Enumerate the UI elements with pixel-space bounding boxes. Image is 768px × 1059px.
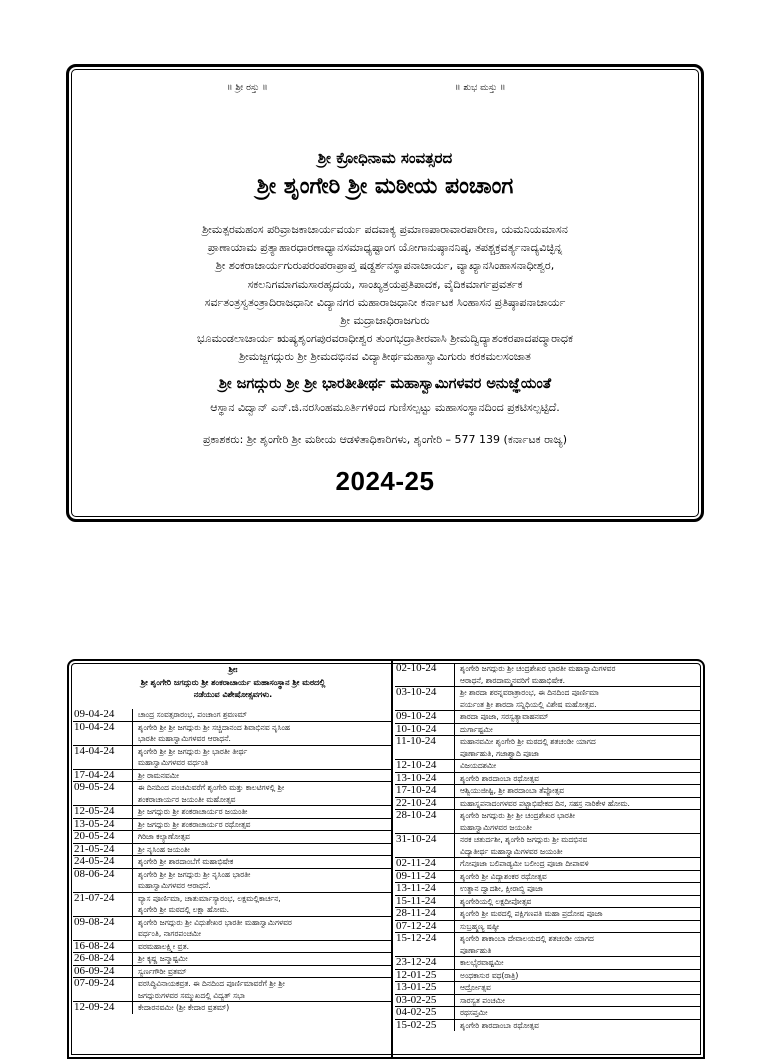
event-date: 02-11-24 bbox=[396, 857, 436, 869]
table-row bbox=[395, 956, 701, 969]
table-row bbox=[73, 1001, 391, 1014]
event-line: ಶ್ರೀ ನೃಸಿಂಹ ಜಯಂತೀ bbox=[138, 844, 190, 854]
table-row bbox=[395, 870, 701, 883]
honorific-titles bbox=[69, 221, 701, 367]
table-row bbox=[395, 1006, 701, 1019]
table-row bbox=[395, 969, 701, 982]
event-date: 09-10-24 bbox=[396, 710, 437, 722]
event-line: ಶೃಂಗೇರಿ ಶ್ರೀ ಶಾರದಾಂಬೆಗೆ ಮಹಾಭಿಷೇಕ bbox=[138, 857, 234, 866]
table-row bbox=[395, 772, 701, 785]
event-line: ವರಮಹಾಲಕ್ಷ್ಮೀ ವ್ರತ. bbox=[138, 941, 190, 951]
table-row bbox=[73, 965, 391, 978]
event-line: ಅಂಧಕಾಸುರ ವಧ(ರಾತ್ರಿ) bbox=[460, 970, 519, 980]
event-date: 09-05-24 bbox=[74, 781, 115, 793]
table-row bbox=[73, 892, 391, 916]
table-row bbox=[73, 977, 391, 1001]
event-date: 26-08-24 bbox=[74, 952, 115, 964]
event-line: ವಿದ್ಯಾತೀರ್ಥ ಮಹಾಸ್ವಾಮಿಗಳವರ ಜಯಂತೀ bbox=[460, 846, 563, 856]
event-line: ಶ್ರೀ ರಾಮನವಮೀ bbox=[138, 770, 180, 780]
event-description bbox=[132, 856, 391, 868]
table-row bbox=[395, 797, 701, 810]
event-description bbox=[454, 982, 701, 994]
text-line: ಶ್ರೀಮತ್ಪರಮಹಂಸ ಪರಿವ್ರಾಜಕಾಚಾರ್ಯವರ್ಯ ಪದವಾಕ್ಯ ಪ್ರಮಾಣಪಾರಾವಾರಪಾರೀಣ, ಯಮನಿಯಮಾಸನ bbox=[202, 223, 568, 236]
right-column bbox=[395, 663, 701, 1031]
table-row bbox=[395, 981, 701, 994]
festival-table bbox=[67, 659, 705, 1059]
table-row bbox=[395, 1019, 701, 1032]
event-line: ಶ್ರೀ ಜಗದ್ಗುರು ಶ್ರೀ ಶಂಕರಾಚಾರ್ಯರ ರಥೋತ್ಸವ bbox=[138, 819, 251, 829]
event-date: 12-01-25 bbox=[396, 968, 437, 981]
event-line: ಶೃಂಗೇರಿ ಶ್ರೀ ಮಠದಲ್ಲಿ ಲಕ್ಷಾ ಹೋಮ. bbox=[138, 905, 230, 914]
event-date: 10-10-24 bbox=[396, 722, 437, 735]
table-row bbox=[73, 781, 391, 805]
event-line: ಶೃಂಗೇರಿ ಶ್ರೀ ಶ್ರೀ ಜಗದ್ಗುರು ಶ್ರೀ ನೃಸಿಂಹ ಭಾರತೀ bbox=[138, 869, 251, 879]
event-line: ಶ್ರೀ ಕೃಷ್ಣ ಜನ್ಮಾಷ್ಟಮೀ bbox=[138, 954, 188, 963]
event-date: 12-10-24 bbox=[396, 759, 437, 771]
event-line: ಜಗದ್ಗುರುಗಳವರ ಸಮ್ಮುಖದಲ್ಲಿ ವಿದ್ವತ್ ಸಭಾ bbox=[138, 990, 245, 1000]
event-date: 17-10-24 bbox=[396, 784, 437, 796]
event-date: 14-04-24 bbox=[74, 744, 115, 757]
event-line: ಶೃಂಗೇರಿ ಜಗದ್ಗುರು ಶ್ರೀ ಶ್ರೀ ಚಂದ್ರಶೇಖರ ಭಾರತೀ bbox=[460, 811, 575, 820]
event-description bbox=[454, 785, 701, 797]
event-date: 07-09-24 bbox=[74, 977, 115, 989]
table-row bbox=[395, 857, 701, 870]
table-row bbox=[395, 735, 701, 759]
event-date: 07-12-24 bbox=[396, 919, 437, 932]
anugraha-line: ಶ್ರೀ ಜಗದ್ಗುರು ಶ್ರೀ ಶ್ರೀ ಭಾರತೀತೀರ್ಥ ಮಹಾಸ್ವಾಮಿಗಳವರ ಅನುಜ್ಞೆಯಂತೆ bbox=[218, 376, 552, 392]
table-row bbox=[395, 994, 701, 1007]
publisher-line: ಪ್ರಕಾಶಕರು: ಶ್ರೀ ಶೃಂಗೇರಿ ಶ್ರೀ ಮಠೀಯ ಆಡಳಿತಾಧಿಕಾರಿಗಳು, ಶೃಂಗೇರಿ – 577 139 (ಕರ್ನಾಟಕ ರಾಜ್ಯ) bbox=[202, 433, 568, 446]
table-row bbox=[395, 895, 701, 908]
table-row bbox=[395, 907, 701, 920]
event-description bbox=[132, 722, 391, 745]
event-description bbox=[132, 978, 391, 1001]
event-description bbox=[132, 806, 391, 818]
event-line: ಭಾರತೀ ಮಹಾಸ್ವಾಮಿಗಳವರ ಆರಾಧನೆ. bbox=[138, 734, 231, 743]
event-date: 21-05-24 bbox=[74, 842, 115, 855]
text-line: ಪ್ರಾಣಾಯಾಮ ಪ್ರತ್ಯಾಹಾರಧಾರಣಾಧ್ಯಾನಸಮಾಧ್ಯಷ್ಟಾಂಗ ಯೋಗಾನುಷ್ಠಾನನಿಷ್ಠ, ತಪಶ್ಚಕ್ರವರ್ತ್ಯನಾದ್ಯವಿಚ್ಛಿನ್ನ bbox=[207, 241, 563, 255]
event-line: ಶೃಂಗೇರಿ ಶ್ರೀ ಶ್ರೀ ಜಗದ್ಗುರು ಶ್ರೀ ಭಾರತೀ ತೀರ್ಥ bbox=[138, 746, 248, 756]
event-date: 09-04-24 bbox=[74, 708, 115, 720]
event-description bbox=[132, 941, 391, 953]
event-line: ಆರಾಧನೆ, ಶಾರದಾಮ್ಮನವರಿಗೆ ಮಹಾಭಿಷೇಕ. bbox=[460, 675, 566, 685]
event-line: ಶಂಕರಾಚಾರ್ಯರ ಜಯಂತೀ ಮಹೋತ್ಸವ bbox=[138, 794, 236, 804]
event-line: ಶೃಂಗೇರಿ ಶ್ರೀ ಶ್ರೀ ಜಗದ್ಗುರು ಶ್ರೀ ಸಚ್ಚಿದಾನಂದ ಶಿವಾಭಿನವ ನೃಸಿಂಹ bbox=[138, 722, 291, 732]
event-line: ಶೃಂಗೇರಿ ಶಾರದಾಂಬಾ ರಥೋತ್ಸವ bbox=[460, 1020, 539, 1030]
event-line: ಸ್ವರ್ಣಗೌರೀ ವ್ರತಮ್ bbox=[138, 966, 187, 976]
event-date: 15-11-24 bbox=[396, 894, 436, 907]
event-date: 16-08-24 bbox=[74, 939, 115, 952]
event-date: 15-02-25 bbox=[396, 1018, 437, 1031]
event-description bbox=[454, 871, 701, 883]
event-line: ಗಿರಿಜಾ ಕಲ್ಯಾಣೋತ್ಸವ bbox=[138, 832, 190, 841]
samvatsara-heading: ಶ್ರೀ ಕ್ರೋಧಿನಾಮ ಸಂವತ್ಸರದ bbox=[317, 149, 453, 167]
event-line: ಪರ್ಯಂತ ಶ್ರೀ ಶಾರದಾ ಸನ್ನಿಧಿಯಲ್ಲಿ ವಿಶೇಷ ಮಹೋತ್ಸವ. bbox=[460, 699, 597, 709]
table-row bbox=[395, 833, 701, 857]
event-date: 13-01-25 bbox=[396, 981, 437, 993]
event-date: 12-05-24 bbox=[74, 805, 115, 817]
event-description bbox=[454, 883, 701, 895]
event-line: ದುರ್ಗಾಷ್ಟಮೀ bbox=[460, 724, 493, 734]
event-description bbox=[454, 834, 701, 857]
event-line: ಮಹಾಸ್ವಾಮಿಗಳವರ ವರ್ಧಂತಿ bbox=[138, 758, 209, 767]
event-description bbox=[132, 770, 391, 782]
table-header bbox=[75, 664, 391, 702]
event-date: 08-06-24 bbox=[74, 867, 115, 880]
event-line: ಮಹಾಸ್ನಪನಾದಂಗಳವರ ಪಟ್ಟಾಭಿಷೇಕದ ದಿನ, ಸಹಸ್ರ ನಾರಿಕೇಳ ಹೋಮ. bbox=[460, 798, 630, 808]
table-row bbox=[395, 663, 701, 686]
table-row bbox=[395, 882, 701, 895]
event-description bbox=[132, 782, 391, 805]
event-line: ಉತ್ಥಾನ ದ್ವಾದಶೀ, ಕ್ಷೀರಾಬ್ಧಿ ಪೂಜಾ bbox=[460, 884, 543, 893]
event-line: ಆಶ್ವಿಯುಜೀಷ್ಟಿ, ಶ್ರೀ ಶಾರದಾಂಬಾ ತೆಪ್ಪೋತ್ಸವ bbox=[460, 786, 565, 795]
event-date: 04-02-25 bbox=[396, 1006, 437, 1018]
event-date: 09-08-24 bbox=[74, 915, 115, 928]
text-line: ಶ್ರೀಃ bbox=[228, 665, 238, 674]
event-description bbox=[454, 663, 701, 686]
page-title: ಶ್ರೀ ಶೃಂಗೇರಿ ಶ್ರೀ ಮಠೀಯ ಪಂಚಾಂಗ bbox=[256, 174, 514, 199]
table-row bbox=[395, 710, 701, 723]
event-date: 20-05-24 bbox=[74, 830, 115, 842]
table-row bbox=[73, 916, 391, 940]
event-line: ಶ್ರೀ ಜಗದ್ಗುರು ಶ್ರೀ ಶಂಕರಾಚಾರ್ಯರ ಜಯಂತೀ bbox=[138, 807, 248, 816]
text-line: ಶ್ರೀ ಶಂಕರಾಚಾರ್ಯಗುರುಪರಂಪರಾಪ್ರಾಪ್ತ ಷಡ್ದರ್ಶನಸ್ಥಾಪನಾಚಾರ್ಯ, ವ್ಯಾಖ್ಯಾನಸಿಂಹಾಸನಾಧೀಶ್ವರ, bbox=[215, 259, 555, 273]
event-description bbox=[454, 921, 701, 933]
event-description bbox=[132, 953, 391, 965]
event-line: ಕಾಲಭೈರವಾಷ್ಟಮೀ bbox=[460, 958, 504, 967]
event-description bbox=[454, 970, 701, 982]
event-date: 09-11-24 bbox=[396, 869, 436, 882]
event-description bbox=[132, 746, 391, 769]
event-line: ಪೂರ್ಣಾಹುತಿ bbox=[460, 945, 492, 955]
event-line: ಮಹಾನವಮೀ ಶೃಂಗೇರಿ ಶ್ರೀ ಮಠದಲ್ಲಿ ಶತಚಂಡೀ ಯಾಗದ bbox=[460, 737, 596, 746]
text-line: ನಡೆಯುವ ವಿಶೇಷೋತ್ಸವಗಳು. bbox=[193, 690, 273, 699]
event-date: 10-04-24 bbox=[74, 720, 115, 733]
table-row bbox=[73, 830, 391, 843]
event-date: 13-11-24 bbox=[396, 882, 436, 894]
event-description bbox=[132, 893, 391, 916]
text-line: ಭೂಮಂಡಲಾಚಾರ್ಯ ಋಷ್ಯಶೃಂಗಪುರವರಾಧೀಶ್ವರ ತುಂಗಭದ್ರಾತೀರವಾಸಿ ಶ್ರೀಮದ್ವಿದ್ಯಾಶಂಕರಪಾದಪದ್ಮಾರಾಧಕ bbox=[197, 332, 573, 346]
event-line: ಮಹಾಸ್ವಾಮಿಗಳವರ ಆರಾಧನೆ. bbox=[138, 881, 211, 890]
event-description bbox=[454, 933, 701, 956]
event-line: ಸುಬ್ರಹ್ಮಣ್ಯ ಷಷ್ಠೀ bbox=[460, 921, 500, 931]
event-date: 03-10-24 bbox=[396, 686, 437, 698]
event-line: ಶೃಂಗೇರಿ ಶಾರದಾಂಬಾ ರಥೋತ್ಸವ bbox=[460, 773, 539, 783]
column-divider bbox=[391, 661, 393, 1057]
table-row bbox=[395, 920, 701, 933]
event-description bbox=[454, 908, 701, 920]
table-row bbox=[395, 686, 701, 710]
event-date: 24-05-24 bbox=[74, 855, 115, 867]
event-line: ಪೂರ್ಣಾಹುತಿ, ಗಜಾಶ್ವಾದಿ ಪೂಜಾ bbox=[460, 748, 539, 758]
event-description bbox=[454, 1007, 701, 1019]
table-row bbox=[73, 843, 391, 856]
event-date: 28-10-24 bbox=[396, 809, 437, 821]
event-line: ಶೃಂಗೇರಿಯಲ್ಲಿ ಲಕ್ಷದೀಪೋತ್ಸವ bbox=[460, 896, 532, 906]
table-row bbox=[395, 784, 701, 797]
event-date: 22-10-24 bbox=[396, 796, 437, 809]
table-row bbox=[73, 745, 391, 769]
event-description bbox=[454, 858, 701, 870]
event-description bbox=[454, 810, 701, 833]
table-row bbox=[73, 721, 391, 745]
event-date: 11-10-24 bbox=[396, 735, 436, 747]
event-description bbox=[132, 844, 391, 856]
event-date: 31-10-24 bbox=[396, 833, 437, 845]
event-date: 17-04-24 bbox=[74, 768, 115, 781]
event-line: ಶೃಂಗೇರಿ ಜಗದ್ಗುರು ಶ್ರೀ ಚಂದ್ರಶೇಖರ ಭಾರತೀ ಮಹಾಸ್ವಾಮಿಗಳವರ bbox=[460, 664, 616, 673]
event-line: ವರ್ಧಂತಿ, ನಾಗರಪಂಚಮೀ bbox=[138, 929, 202, 938]
event-line: ನರಕ ಚತುರ್ದಶೀ, ಶೃಂಗೇರಿ ಜಗದ್ಗುರು ಶ್ರೀ ಮದಭಿನವ bbox=[460, 835, 588, 844]
event-description bbox=[454, 760, 701, 772]
text-line: ಶ್ರೀ ಮದ್ರಾಜಾಧಿರಾಜಗುರು bbox=[340, 314, 430, 328]
event-line: ಶೃಂಗೇರಿ ಶಾಕಾಂಬಾ ದೇವಾಲಯದಲ್ಲಿ ಶತಚಂಡೀ ಯಾಗದ bbox=[460, 934, 594, 943]
event-description bbox=[132, 1002, 391, 1014]
table-row bbox=[73, 940, 391, 953]
event-description bbox=[454, 995, 701, 1007]
event-description bbox=[454, 773, 701, 785]
compiled-by-line: ಆಸ್ಥಾನ ವಿದ್ವಾನ್ ಎನ್.ಜಿ.ನರಸಿಂಹಮೂರ್ತಿಗಳಿಂದ ಗುಣಿಸಲ್ಪಟ್ಟು ಮಹಾಸಂಸ್ಥಾನದಿಂದ ಪ್ರಕಟಿಸಲ್ಪಟ್ಟಿದೆ. bbox=[210, 401, 560, 414]
event-date: 21-07-24 bbox=[74, 891, 115, 904]
event-date: 13-10-24 bbox=[396, 771, 437, 784]
event-line: ವಿಜಯದಶಮೀ bbox=[460, 761, 497, 770]
event-description bbox=[132, 966, 391, 978]
event-line: ಸಾರಸ್ವತ ಪಂಚಮೀ bbox=[460, 995, 505, 1005]
left-column bbox=[73, 709, 391, 1014]
event-description bbox=[454, 711, 701, 723]
text-line: ಶ್ರೀ ಶೃಂಗೇರಿ ಜಗದ್ಗುರು ಶ್ರೀ ಶಂಕರಾಚಾರ್ಯ ಮಹಾಸಂಸ್ಥಾನ ಶ್ರೀ ಮಠದಲ್ಲಿ bbox=[140, 677, 326, 687]
event-date: 28-11-24 bbox=[396, 907, 436, 919]
event-line: ಶೃಂಗೇರಿ ಶ್ರೀ ಮಠದಲ್ಲಿ ಪಕ್ಷಿಗಣಪತಿ ಮಹಾ ಪ್ರದೋಷ ಪೂಜಾ bbox=[460, 909, 603, 918]
event-date: 02-10-24 bbox=[396, 662, 437, 674]
event-description bbox=[454, 687, 701, 710]
table-row bbox=[73, 769, 391, 782]
event-line: ಆರ್ದ್ರೋತ್ಸವ bbox=[460, 983, 491, 992]
event-description bbox=[132, 709, 391, 721]
table-row bbox=[73, 952, 391, 965]
event-description bbox=[132, 869, 391, 892]
event-line: ವ್ಯಾಸ ಪೂರ್ಣಿಮಾ, ಚಾತುರ್ಮಾಸ್ಯಾರಂಭ, ಲಕ್ಷಮಲ್ಲಿಕಾರ್ಚನ, bbox=[138, 893, 281, 903]
event-line: ಶೃಂಗೇರಿ ಶ್ರೀ ವಿದ್ಯಾಶಂಕರ ರಥೋತ್ಸವ bbox=[460, 871, 547, 881]
event-line: ಗೋಪೂಜಾ ಬಲಿಪಾಡ್ಯಮೀ ಬಲೀಂದ್ರ ಪೂಜಾ ದೀಪಾವಳಿ bbox=[460, 859, 589, 868]
table-row bbox=[73, 805, 391, 818]
event-description bbox=[454, 957, 701, 969]
event-description bbox=[132, 917, 391, 940]
event-description bbox=[454, 896, 701, 908]
event-line: ಶಾರದಾ ಪೂಜಾ, ಸರಸ್ವತ್ಯಾವಾಹನಮ್ bbox=[460, 712, 549, 721]
table-row bbox=[73, 709, 391, 721]
text-line: ಸಕಲನಿಗಮಾಗಮಸಾರಹೃದಯ, ಸಾಂಖ್ಯತ್ರಯಪ್ರತಿಪಾದಕ, ವೈದಿಕಮಾರ್ಗಪ್ರವರ್ತಕ bbox=[247, 277, 523, 291]
event-date: 13-05-24 bbox=[74, 817, 115, 830]
event-date: 15-12-24 bbox=[396, 932, 437, 944]
event-line: ಶೃಂಗೇರಿ ಜಗದ್ಗುರು ಶ್ರೀ ವಿಧುಶೇಖರ ಭಾರತೀ ಮಹಾಸ್ವಾಮಿಗಳವರ bbox=[138, 917, 292, 927]
title-page-box bbox=[66, 64, 704, 522]
event-date: 12-09-24 bbox=[74, 1001, 115, 1013]
table-row bbox=[395, 809, 701, 833]
event-line: ವರಸಿದ್ಧಿವಿನಾಯಕವ್ರತ. ಈ ದಿನದಿಂದ ಪೂರ್ಣಿಮಾವರೆಗೆ ಶ್ರೀ ಶ್ರೀ bbox=[138, 979, 285, 988]
table-row bbox=[73, 855, 391, 868]
year-label: 2024-25 bbox=[335, 466, 435, 496]
event-description bbox=[454, 798, 701, 810]
event-date: 03-02-25 bbox=[396, 993, 437, 1006]
table-row bbox=[73, 818, 391, 831]
text-line: ಶ್ರೀಮಜ್ಜಗದ್ಗುರು ಶ್ರೀ ಶ್ರೀಮದಭಿನವ ವಿದ್ಯಾತೀರ್ಥಮಹಾಸ್ವಾಮಿಗುರು ಕರಕಮಲಸಂಜಾತ bbox=[239, 350, 531, 364]
table-row bbox=[73, 868, 391, 892]
blessing-right: ॥ ಶುಭ ಮಸ್ತು ॥ bbox=[455, 83, 506, 93]
event-line: ಈ ದಿನದಿಂದ ಪಂಚಮಿವರೆಗೆ ಶೃಂಗೇರಿ ಮತ್ತು ಕಾಲಟಿಗಳಲ್ಲಿ ಶ್ರೀ bbox=[138, 783, 285, 792]
event-description bbox=[454, 1020, 701, 1032]
event-date: 23-12-24 bbox=[396, 956, 437, 968]
event-description bbox=[132, 831, 391, 843]
event-date: 06-09-24 bbox=[74, 964, 115, 977]
table-row bbox=[395, 932, 701, 956]
event-line: ಚಾಂದ್ರ ಸಂವತ್ಸರಾರಂಭ, ಪಂಚಾಂಗ ಶ್ರವಣಮ್ bbox=[138, 710, 248, 719]
table-row bbox=[395, 759, 701, 772]
text-line: ಸರ್ವತಂತ್ರಸ್ವತಂತ್ರಾದಿರಾಜಧಾನೀ ವಿದ್ಯಾನಗರ ಮಹಾರಾಜಧಾನೀ ಕರ್ನಾಟಕ ಸಿಂಹಾಸನ ಪ್ರತಿಷ್ಠಾಪನಾಚಾರ್ಯ bbox=[204, 295, 566, 309]
event-line: ಕೇದಾರನವಮೀ (ಶ್ರೀ ಕೇದಾರ ವ್ರತಮ್) bbox=[138, 1003, 230, 1012]
event-line: ರಥಸಪ್ತಮೀ bbox=[460, 1008, 488, 1017]
blessing-left: ॥ ಶ್ರೀ ರಸ್ತು ॥ bbox=[227, 83, 268, 93]
event-description bbox=[454, 736, 701, 759]
table-row bbox=[395, 723, 701, 736]
event-line: ಶ್ರೀ ಶಾರದಾ ಶರನ್ನವರಾತ್ರಾರಂಭ, ಈ ದಿನದಿಂದ ಪೂರ್ಣಿಮಾ bbox=[460, 688, 599, 697]
event-line: ಮಹಾಸ್ವಾಮಿಗಳವರ ಜಯಂತೀ bbox=[460, 822, 532, 832]
event-description bbox=[454, 724, 701, 736]
event-description bbox=[132, 819, 391, 831]
